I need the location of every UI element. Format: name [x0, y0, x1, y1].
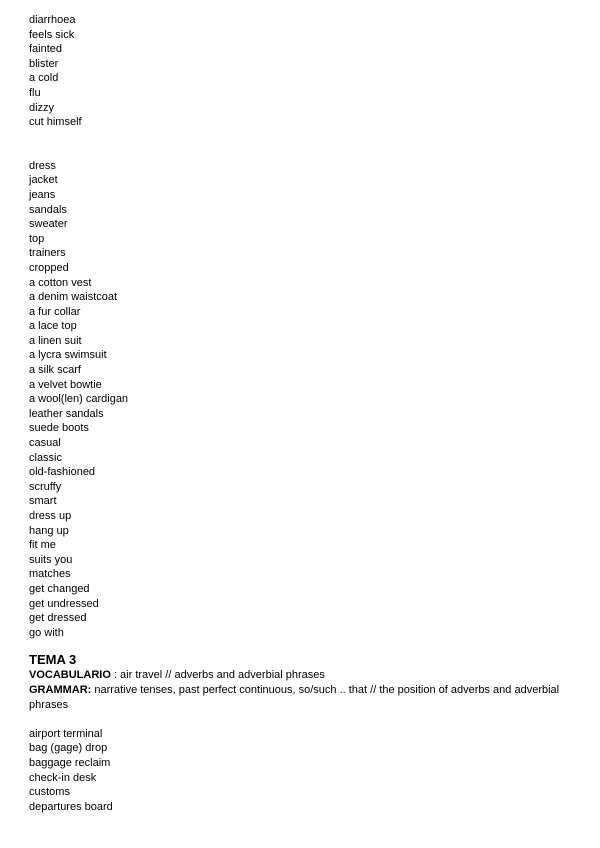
clothes-word: a linen suit	[29, 334, 82, 347]
clothes-word: get dressed	[29, 612, 87, 625]
clothes-word: top	[29, 232, 45, 245]
section-gap	[29, 712, 574, 727]
clothes-word: jacket	[29, 174, 58, 187]
vocabulary-label: VOCABULARIO	[29, 669, 111, 682]
travel-word-list	[29, 727, 574, 815]
clothes-word-list	[29, 159, 574, 641]
travel-word: baggage reclaim	[29, 756, 111, 769]
health-word: dizzy	[29, 101, 55, 114]
clothes-word: fit me	[29, 539, 56, 552]
clothes-word: trainers	[29, 247, 66, 260]
clothes-word: a lycra swimsuit	[29, 349, 107, 362]
clothes-word: a denim waistcoat	[29, 291, 118, 304]
health-word: feels sick	[29, 28, 75, 41]
clothes-word: suede boots	[29, 422, 89, 435]
clothes-word: smart	[29, 495, 57, 508]
clothes-word: old-fashioned	[29, 466, 96, 479]
health-word: flu	[29, 86, 41, 99]
travel-word: check-in desk	[29, 771, 97, 784]
clothes-word: cropped	[29, 261, 69, 274]
grammar-text: narrative tenses, past perfect continuous, so/such .. that // the position of adverbs and adverbial phrases	[29, 683, 560, 711]
health-word: fainted	[29, 43, 63, 56]
clothes-word: go with	[29, 626, 64, 639]
vocabulary-line	[29, 668, 574, 683]
health-word-list	[29, 13, 574, 130]
clothes-word: jeans	[29, 188, 56, 201]
clothes-word: sandals	[29, 203, 67, 216]
health-word: blister	[29, 57, 59, 70]
clothes-word: a fur collar	[29, 305, 81, 318]
clothes-word: hang up	[29, 524, 69, 537]
grammar-line	[29, 683, 574, 712]
travel-word: customs	[29, 786, 70, 799]
travel-word: departures board	[29, 800, 113, 813]
clothes-word: a cotton vest	[29, 276, 92, 289]
health-word: cut himself	[29, 116, 82, 129]
clothes-word: get changed	[29, 582, 90, 595]
clothes-word: a wool(len) cardigan	[29, 393, 129, 406]
clothes-word: leather sandals	[29, 407, 104, 420]
grammar-label: GRAMMAR:	[29, 683, 92, 696]
clothes-word: scruffy	[29, 480, 62, 493]
clothes-word: suits you	[29, 553, 73, 566]
section-gap	[29, 130, 574, 159]
clothes-word: get undressed	[29, 597, 99, 610]
clothes-word: a velvet bowtie	[29, 378, 102, 391]
travel-word: airport terminal	[29, 727, 103, 740]
clothes-word: classic	[29, 451, 63, 464]
clothes-word: matches	[29, 568, 71, 581]
clothes-word: a silk scarf	[29, 364, 81, 377]
clothes-word: casual	[29, 437, 61, 450]
tema-title: TEMA 3	[29, 652, 77, 668]
health-word: a cold	[29, 72, 59, 85]
travel-word: bag (gage) drop	[29, 742, 108, 755]
clothes-word: dress	[29, 159, 56, 172]
vocabulary-text: : air travel // adverbs and adverbial phrases	[110, 669, 325, 682]
health-word: diarrhoea	[29, 14, 76, 26]
clothes-word: sweater	[29, 218, 68, 231]
clothes-word: dress up	[29, 510, 72, 522]
clothes-word: a lace top	[29, 320, 77, 333]
document-page	[29, 13, 574, 814]
